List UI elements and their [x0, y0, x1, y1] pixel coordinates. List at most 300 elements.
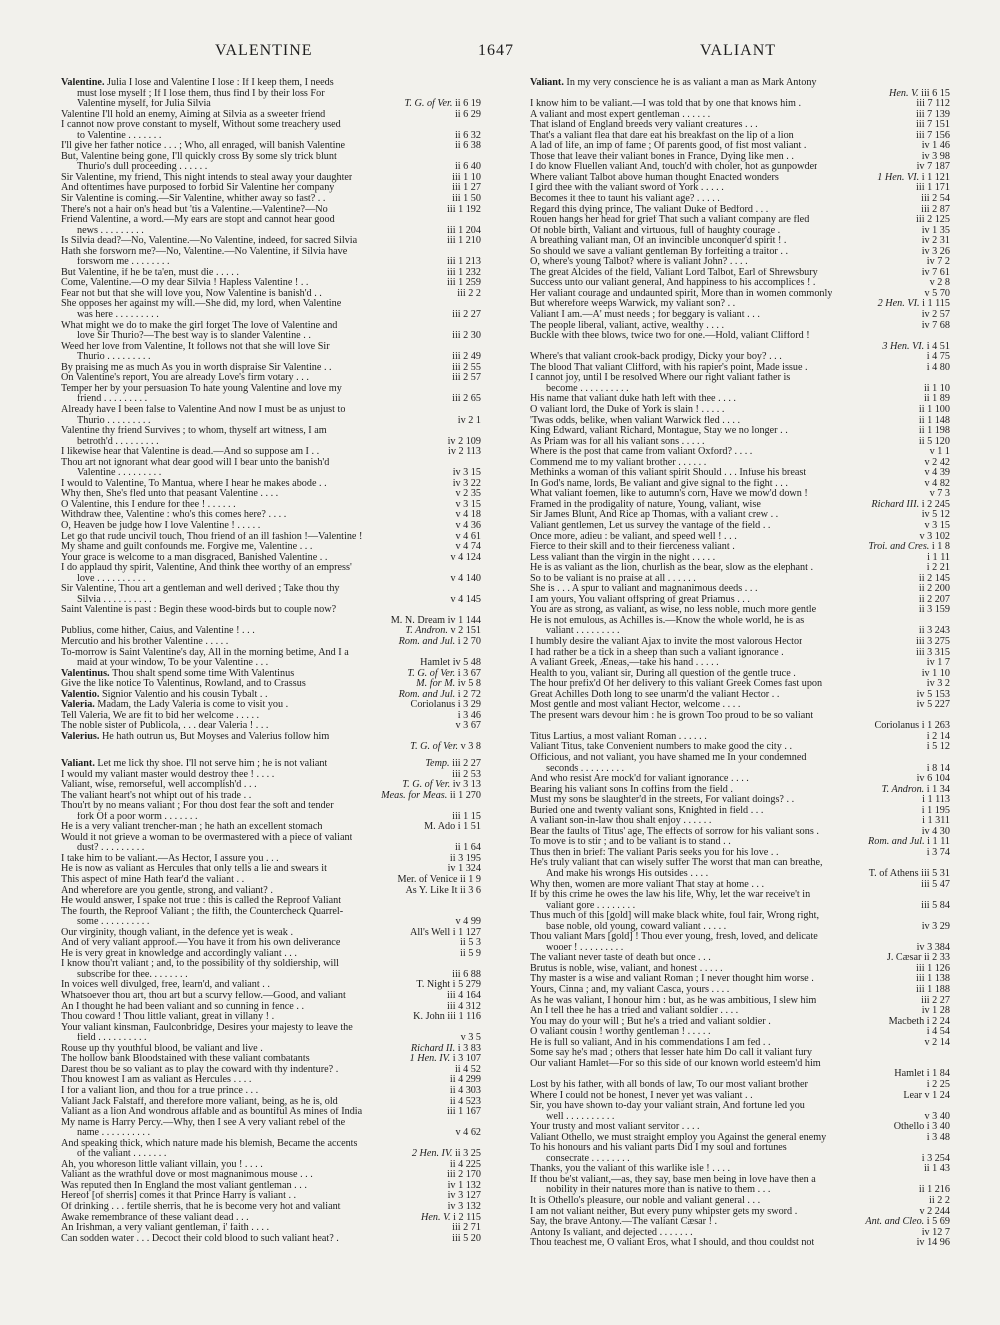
quotation-text: Can sodden water . . . Decoct their cold blood to such valiant heat? .	[61, 1233, 339, 1244]
reference: M. N. Dream iv 1 144	[388, 616, 481, 627]
quotation-text: Sir Valentine, Thou art a gentleman and well derived ; Take thou thy	[61, 584, 340, 595]
quotation-text: Is Silvia dead?—No, Valentine.—No Valentine, indeed, for sacred Silvia	[61, 236, 358, 247]
quotation-text: Becomes it thee to taunt his valiant age? . . . . .	[530, 194, 720, 205]
reference: v 1 1	[927, 447, 950, 458]
concordance-line	[61, 394, 481, 405]
quotation-text: I would my valiant master would destroy thee ! . . . .	[61, 769, 275, 780]
headword: Valerius.	[61, 731, 102, 742]
quotation-text: Was reputed then In England the most valiant gentleman . . .	[61, 1180, 307, 1191]
reference: T. of Athens iii 5 31	[866, 869, 950, 880]
quotation-text: He is not emulous, as Achilles is.—Know the whole world, he is as	[530, 615, 805, 626]
quotation-text: consecrate . . . . . . . .	[546, 1153, 630, 1164]
quotation-text: Our valiant Hamlet—For so this side of our known world esteem'd him	[530, 1058, 821, 1069]
quotation-text: Of drinking . . . fertile sherris, that he is become very hot and valiant	[61, 1201, 341, 1212]
reference: iii 4 312	[444, 1002, 481, 1013]
quotation-text: Must my sons be slaughter'd in the streets, For valiant doings? . .	[530, 795, 795, 806]
quotation-text: Great Achilles Doth long to see unarm'd the valiant Hector . .	[530, 689, 780, 700]
concordance-line	[61, 1170, 481, 1181]
reference: Troi. and Cres. i 1 8	[865, 542, 950, 553]
reference: iii 2 49	[449, 352, 481, 363]
concordance-line	[61, 574, 481, 585]
quotation-text: base noble, old young, coward valiant . . . . .	[546, 921, 727, 932]
quotation-text: The valiant never taste of death but once . . .	[530, 953, 711, 964]
concordance-line	[530, 848, 950, 859]
reference: Hamlet i 1 84	[891, 1069, 950, 1080]
quotation-text: And who resist Are mock'd for valiant ignorance . . . .	[530, 774, 749, 785]
quotation-text: I know thou'rt valiant ; and, to the possibility of thy soldiership, will	[61, 959, 340, 970]
concordance-line	[530, 152, 950, 163]
quotation-text: Thou teachest me, O valiant Eros, what I should, and thou couldst not	[530, 1238, 815, 1249]
quotation-text: Methinks a woman of this valiant spirit Should . . . Infuse his breast	[530, 468, 807, 479]
quotation-text: Fear not but that she will love you, Now Valentine is banish'd . .	[61, 288, 322, 299]
concordance-line	[530, 363, 950, 374]
quotation-text: The hour prefix'd Of her delivery to this valiant Greek Comes fast upon	[530, 679, 823, 690]
concordance-line	[530, 394, 950, 405]
reference: iv 2 109	[445, 437, 481, 448]
quotation-text: Darest thou be so valiant as to play the coward with thy indenture? .	[61, 1064, 339, 1075]
reference: v 2 14	[922, 1038, 950, 1049]
quotation-text: Thou coward ! Thou little valiant, great in villany ! .	[61, 1012, 275, 1023]
concordance-line	[61, 278, 481, 289]
reference: Rom. and Jul. i 2 72	[396, 690, 481, 701]
reference: ii 4 225	[447, 1160, 481, 1171]
reference: v 3 15	[922, 521, 950, 532]
concordance-line	[530, 1196, 950, 1207]
reference: Richard II. i 3 83	[408, 1044, 481, 1055]
concordance-line	[61, 711, 481, 722]
quotation-text: I do know Fluellen valiant And, touch'd with choler, hot as gunpowder	[530, 162, 818, 173]
quotation-text: Valiant Jack Falstaff, and therefore more valiant, being, as he is, old	[61, 1096, 338, 1107]
quotation-text: The people liberal, valiant, active, wealthy . . . .	[530, 320, 725, 331]
quotation-text: Temper her by your persuasion To hate young Valentine and love my	[61, 383, 342, 394]
concordance-line	[530, 1112, 950, 1123]
quotation-text: Valiant as a lion And wondrous affable and as bountiful As mines of India	[61, 1107, 363, 1118]
concordance-line	[530, 985, 950, 996]
quotation-text: Let go that rude uncivil touch, Thou friend of an ill fashion !—Valentine !	[61, 531, 363, 542]
concordance-line	[530, 1048, 950, 1059]
quotation-text: Success unto our valiant general, And happiness to his accomplices ! .	[530, 278, 816, 289]
concordance-line	[530, 183, 950, 194]
concordance-line	[530, 479, 950, 490]
concordance-line	[61, 247, 481, 258]
reference: ii 3 195	[447, 854, 481, 865]
quotation-text: You are as strong, as valiant, as wise, no less noble, much more gentle	[530, 605, 817, 616]
left-column	[61, 78, 481, 1244]
quotation-text: This aspect of mine Hath fear'd the valiant . .	[61, 875, 245, 886]
quotation-text: well . . . . . . . . . .	[546, 1111, 615, 1122]
concordance-line	[530, 742, 950, 753]
quotation-text: But Valentine, if he be ta'en, must die . . . . .	[61, 267, 239, 278]
quotation-text: Why then, women are more valiant That stay at home . . .	[530, 879, 765, 890]
concordance-line	[61, 310, 481, 321]
concordance-line	[61, 822, 481, 833]
quotation-text: name . . . . . . . . . .	[77, 1128, 150, 1139]
quotation-text: betroth'd . . . . . . . . .	[77, 436, 159, 447]
quotation-text: Thou'rt by no means valiant ; For thou dost fear the soft and tender	[61, 801, 334, 812]
reference: Rom. and Jul. i 1 11	[865, 837, 950, 848]
quotation-text: Where's that valiant crook-back prodigy, Dicky your boy? . . .	[530, 352, 782, 363]
quotation-text: There's not a hair on's head but 'tis a Valentine.—Valentine?—No	[61, 204, 328, 215]
concordance-line	[530, 510, 950, 521]
reference: v 2 244	[916, 1207, 950, 1218]
concordance-line	[61, 479, 481, 490]
concordance-line	[61, 1097, 481, 1108]
quotation-text: O, Heaven be judge how I love Valentine ! . . . . .	[61, 520, 261, 531]
concordance-line	[530, 458, 950, 469]
concordance-line	[61, 742, 481, 753]
reference: iv 6 104	[914, 774, 950, 785]
quotation-text: subscribe for thee. . . . . . . .	[77, 969, 188, 980]
quotation-text: A lad of life, an imp of fame ; Of parents good, of fist most valiant .	[530, 141, 807, 152]
concordance-line	[61, 373, 481, 384]
concordance-line	[61, 257, 481, 268]
concordance-line	[61, 959, 481, 970]
quotation-text: To his honours and his valiant parts Did I my soul and fortunes	[530, 1143, 787, 1154]
quotation-text: Awake remembrance of these valiant dead . . .	[61, 1212, 249, 1223]
quotation-text: That island of England breeds very valiant creatures . . .	[530, 120, 758, 131]
quotation-text: He is as valiant as the lion, churlish as the bear, slow as the elephant .	[530, 563, 814, 574]
quotation-text: fork Of a poor worm . . . . . . .	[77, 811, 198, 822]
quotation-text: must lose myself ; If I lose them, thus find I by their loss For	[77, 88, 325, 99]
quotation-text: Regard this dying prince, The valiant Duke of Bedford . . .	[530, 204, 769, 215]
reference: All's Well i 1 127	[407, 928, 481, 939]
reference: iii 1 27	[449, 183, 481, 194]
concordance-line	[61, 131, 481, 142]
quotation-text: I had rather be a tick in a sheep than such a valiant ignorance .	[530, 647, 784, 658]
quotation-text: Valentinus. Thou shalt spend some time With Valentinus	[61, 668, 295, 679]
concordance-line	[530, 996, 950, 1007]
concordance-line	[61, 99, 481, 110]
concordance-line	[61, 331, 481, 342]
quotation-text: Most gentle and most valiant Hector, welcome . . . .	[530, 700, 741, 711]
concordance-line	[530, 932, 950, 943]
reference: i 2 14	[924, 732, 950, 743]
concordance-line	[530, 1027, 950, 1038]
reference: ii 3 159	[916, 605, 950, 616]
concordance-line	[530, 384, 950, 395]
reference: iv 3 22	[450, 479, 481, 490]
concordance-line	[530, 447, 950, 458]
quotation-text: Thy master is a wise and valiant Roman ; I never thought him worse .	[530, 974, 814, 985]
concordance-line	[530, 806, 950, 817]
quotation-text: Valiant Titus, take Convenient numbers to make good the city . .	[530, 742, 793, 753]
reference: iii 1 259	[444, 278, 481, 289]
quotation-text: But wherefore weeps Warwick, my valiant son? . .	[530, 299, 736, 310]
concordance-line	[61, 78, 481, 89]
reference: Meas. for Meas. ii 1 270	[378, 791, 481, 802]
reference: iii 2 54	[918, 194, 950, 205]
concordance-line	[61, 1149, 481, 1160]
reference: v 4 145	[447, 595, 481, 606]
concordance-line	[530, 437, 950, 448]
concordance-line	[61, 886, 481, 897]
concordance-line	[530, 173, 950, 184]
reference: 2 Hen. VI. i 1 115	[875, 299, 950, 310]
reference: As Y. Like It ii 3 6	[402, 886, 481, 897]
reference: iii 7 156	[913, 131, 950, 142]
quotation-text: He is a very valiant trencher-man ; he hath an excellent stomach	[61, 822, 323, 833]
concordance-line	[530, 753, 950, 764]
reference: v 4 62	[453, 1128, 481, 1139]
reference: iv 2 1	[455, 416, 481, 427]
concordance-line	[530, 278, 950, 289]
reference: iii 1 210	[444, 236, 481, 247]
reference: iv 5 153	[914, 690, 950, 701]
reference: K. John iii 1 116	[410, 1012, 481, 1023]
reference: iii 2 2	[454, 289, 481, 300]
reference: T. Night i 5 279	[413, 980, 481, 991]
quotation-text: Health to you, valiant sir, During all question of the gentle truce .	[530, 668, 796, 679]
concordance-line	[61, 700, 481, 711]
headword: Valiant.	[530, 78, 567, 88]
concordance-line	[61, 226, 481, 237]
reference: ii 4 523	[447, 1097, 481, 1108]
concordance-line	[61, 458, 481, 469]
reference: v 3 40	[922, 1112, 950, 1123]
concordance-line	[61, 162, 481, 173]
reference: v 4 99	[453, 917, 481, 928]
quotation-text: Saint Valentine is past : Begin these wood-birds but to couple now?	[61, 605, 337, 616]
concordance-line	[530, 574, 950, 585]
reference: v 3 102	[916, 532, 950, 543]
quotation-text: It is Othello's pleasure, our noble and valiant general . . .	[530, 1195, 761, 1206]
concordance-line	[530, 595, 950, 606]
concordance-line	[530, 141, 950, 152]
concordance-line	[530, 110, 950, 121]
quotation-text: Bearing his valiant sons In coffins from the field .	[530, 784, 733, 795]
concordance-line	[61, 648, 481, 659]
concordance-line	[530, 816, 950, 827]
page-header	[0, 42, 1000, 62]
quotation-text: I am yours, You valiant offspring of great Priamus . . .	[530, 594, 750, 605]
concordance-line	[61, 1223, 481, 1234]
concordance-line	[61, 405, 481, 416]
concordance-line	[530, 637, 950, 648]
quotation-text: I would to Valentine, To Mantua, where I hear he makes abode . .	[61, 478, 327, 489]
quotation-text: Where I could not be honest, I never yet was valiant . .	[530, 1090, 753, 1101]
reference: T. Andron. i 1 34	[879, 785, 950, 796]
concordance-line	[61, 1234, 481, 1245]
reference: iii 5 20	[449, 1234, 481, 1245]
concordance-line	[530, 553, 950, 564]
reference: ii 6 29	[452, 110, 481, 121]
quotation-text: Thou valiant Mars [gold] ! Thou ever young, fresh, loved, and delicate	[530, 932, 818, 943]
reference: iv 3 26	[919, 247, 950, 258]
quotation-text: In God's name, lords, Be valiant and give signal to the fight . . .	[530, 478, 788, 489]
concordance-line	[61, 447, 481, 458]
quotation-text: Weed her love from Valentine, It follows not that she will love Sir	[61, 341, 330, 352]
quotation-text: Of noble birth, Valiant and virtuous, full of haughty courage .	[530, 225, 781, 236]
quotation-text: Brutus is noble, wise, valiant, and honest . . . . .	[530, 963, 723, 974]
concordance-line	[61, 141, 481, 152]
quotation-text: Friend Valentine, a word.—My ears are stopt and cannot hear good	[61, 215, 335, 226]
reference: v 5 70	[922, 289, 950, 300]
quotation-text: I am not valiant neither, But every puny whipster gets my sword .	[530, 1206, 798, 1217]
reference: iv 7 61	[919, 268, 950, 279]
reference: iv 7 187	[914, 162, 950, 173]
concordance-line	[61, 268, 481, 279]
reference: iv 7 2	[924, 257, 950, 268]
quotation-text: Your valiant kinsman, Faulconbridge, Desires your majesty to leave the	[61, 1022, 353, 1033]
quotation-text: Lost by his father, with all bonds of law, To our most valiant brother	[530, 1079, 808, 1090]
concordance-line	[530, 236, 950, 247]
reference: iv 4 30	[919, 827, 950, 838]
reference: Hen. V. iii 6 15	[886, 89, 950, 100]
concordance-line	[61, 1107, 481, 1118]
quotation-text: Yours, Cinna ; and, my valiant Casca, yours . . . .	[530, 985, 730, 996]
concordance-line	[530, 299, 950, 310]
reference: iv 2 31	[919, 236, 950, 247]
reference: i 4 80	[924, 363, 950, 374]
quotation-text: And of very valiant approof.—You have it from his own deliverance	[61, 938, 341, 949]
reference: iii 2 55	[449, 363, 481, 374]
reference: iii 2 27	[449, 310, 481, 321]
quotation-text: become . . . . . . . . . .	[546, 383, 629, 394]
quotation-text: Her valiant courage and undaunted spirit, More than in women commonly	[530, 288, 833, 299]
quotation-text: Some say he's mad ; others that lesser hate him Do call it valiant fury	[530, 1048, 812, 1059]
concordance-line	[61, 1086, 481, 1097]
concordance-line	[61, 110, 481, 121]
quotation-text: If by this crime he owes the law his life, Why, let the war receive't in	[530, 890, 811, 901]
concordance-line	[530, 922, 950, 933]
concordance-line	[530, 405, 950, 416]
concordance-line	[530, 911, 950, 922]
reference: iii 7 139	[913, 110, 950, 121]
quotation-text: Mercutio and his brother Valentine . . . . .	[61, 636, 229, 647]
reference: iv 3 127	[445, 1191, 481, 1202]
concordance-line	[61, 384, 481, 395]
concordance-line	[530, 964, 950, 975]
quotation-text: So should we save a valiant gentleman By forfeiting a traitor . .	[530, 246, 789, 257]
quotation-text: Would it not grieve a woman to be overmastered with a piece of valiant	[61, 832, 353, 843]
quotation-text: nobility in their natures more than is native to them . . .	[546, 1185, 771, 1196]
quotation-text: Tell Valeria, We are fit to bid her welcome . . . . .	[61, 710, 260, 721]
reference: i 3 48	[924, 1133, 950, 1144]
concordance-line	[530, 890, 950, 901]
quotation-text: Valiant gentlemen, Let us survey the vantage of the field . .	[530, 520, 771, 531]
concordance-line	[61, 907, 481, 918]
reference: 3 Hen. VI. i 4 51	[879, 342, 950, 353]
quotation-text: Valiant as the wrathful dove or most magnanimous mouse . . .	[61, 1170, 313, 1181]
reference: iii 7 112	[913, 99, 950, 110]
concordance-line	[61, 437, 481, 448]
reference: v 4 74	[453, 542, 481, 553]
concordance-line	[530, 901, 950, 912]
right-running-head: VALIANT	[700, 42, 777, 59]
quotation-text: My name is Harry Percy.—Why, then I see A very valiant rebel of the	[61, 1117, 346, 1128]
concordance-line	[530, 500, 950, 511]
quotation-text: An Irishman, a very valiant gentleman, i' faith . . . .	[61, 1223, 270, 1234]
reference: iii 1 138	[913, 974, 950, 985]
reference: iii 1 192	[444, 205, 481, 216]
concordance-line	[530, 669, 950, 680]
reference: iii 1 232	[444, 268, 481, 279]
concordance-line	[530, 1185, 950, 1196]
quotation-text: To-morrow is Saint Valentine's day, All in the morning betime, And I a	[61, 647, 349, 658]
concordance-line	[530, 1091, 950, 1102]
quotation-text: Thus then in brief: The valiant Paris seeks you for his love . .	[530, 847, 779, 858]
reference: iv 3 15	[450, 468, 481, 479]
reference: iv 5 12	[919, 510, 950, 521]
reference: Hamlet iv 5 48	[417, 658, 481, 669]
reference: J. Cæsar ii 2 33	[884, 953, 950, 964]
concordance-line	[530, 352, 950, 363]
headword: Valentine.	[61, 78, 108, 88]
quotation-text: Framed in the prodigality of nature, Young, valiant, wise	[530, 499, 761, 510]
quotation-text: You may do your will ; But he's a tried and valiant soldier .	[530, 1016, 771, 1027]
concordance-line	[61, 500, 481, 511]
reference: v 4 124	[447, 553, 481, 564]
reference: ii 4 303	[447, 1086, 481, 1097]
concordance-line	[61, 521, 481, 532]
reference: iii 7 151	[913, 120, 950, 131]
reference: ii 2 145	[916, 574, 950, 585]
concordance-line	[61, 183, 481, 194]
reference: v 3 67	[453, 721, 481, 732]
concordance-line	[61, 468, 481, 479]
quotation-text: Silvia . . . . . . . . . .	[77, 594, 152, 605]
reference: iv 2 57	[919, 310, 950, 321]
quotation-text: Whatsoever thou art, thou art but a scurvy fellow.—Good, and valiant	[61, 991, 346, 1002]
reference: ii 3 243	[916, 626, 950, 637]
reference: i 4 54	[924, 1027, 950, 1038]
quotation-text: A breathing valiant man, Of an invincible unconquer'd spirit ! .	[530, 236, 787, 247]
quotation-text: Commend me to my valiant brother . . . . . .	[530, 457, 707, 468]
reference: T. G. of Ver. v 3 8	[407, 742, 481, 753]
reference: v 4 18	[453, 510, 481, 521]
reference: i 3 74	[924, 848, 950, 859]
quotation-text: Valentine. Julia I lose and Valentine I lose : If I keep them, I needs	[61, 78, 334, 88]
reference: T. G. of Ver. i 3 67	[404, 669, 481, 680]
concordance-line	[530, 616, 950, 627]
concordance-line	[530, 205, 950, 216]
reference: ii 5 9	[457, 949, 481, 960]
reference: ii 1 148	[916, 416, 950, 427]
reference: iv 2 113	[445, 447, 481, 458]
quotation-text: maid at your window, To be your Valentine . . .	[77, 658, 269, 669]
concordance-line	[530, 1080, 950, 1091]
reference: iii 1 15	[449, 812, 481, 823]
reference: iii 5 84	[918, 901, 950, 912]
quotation-text: love . . . . . . . . . .	[77, 573, 146, 584]
concordance-line	[530, 215, 950, 226]
concordance-line	[61, 928, 481, 939]
quotation-text: I take him to be valiant.—As Hector, I assure you . . .	[61, 853, 279, 864]
concordance-line	[61, 1065, 481, 1076]
quotation-text: I know him to be valiant.—I was told that by one that knows him .	[530, 99, 802, 110]
reference: ii 2 200	[916, 584, 950, 595]
concordance-line	[530, 679, 950, 690]
concordance-line	[530, 1228, 950, 1239]
concordance-line	[530, 131, 950, 142]
concordance-line	[61, 215, 481, 226]
reference: v 4 61	[453, 532, 481, 543]
quotation-text: Buried one and twenty valiant sons, Knighted in field . . .	[530, 805, 764, 816]
concordance-line	[530, 468, 950, 479]
reference: ii 2 207	[916, 595, 950, 606]
quotation-text: Hath she forsworn me?—No, Valentine.—No Valentine, if Silvia have	[61, 246, 348, 257]
reference: Coriolanus i 1 263	[871, 721, 950, 732]
quotation-text: love Sir Thurio?—The best way is to slander Valentine . .	[77, 331, 311, 342]
concordance-line	[530, 584, 950, 595]
reference: v 3 15	[453, 500, 481, 511]
quotation-text: He is now as valiant as Hercules that only tells a lie and swears it	[61, 864, 327, 875]
reference: iv 1 35	[919, 226, 950, 237]
quotation-text: By praising me as much As you in worth dispraise Sir Valentine . .	[61, 362, 332, 373]
reference: v 4 36	[453, 521, 481, 532]
reference: iv 3 29	[919, 922, 950, 933]
quotation-text: Sir Valentine, my friend, This night intends to steal away your daughter	[61, 172, 353, 183]
